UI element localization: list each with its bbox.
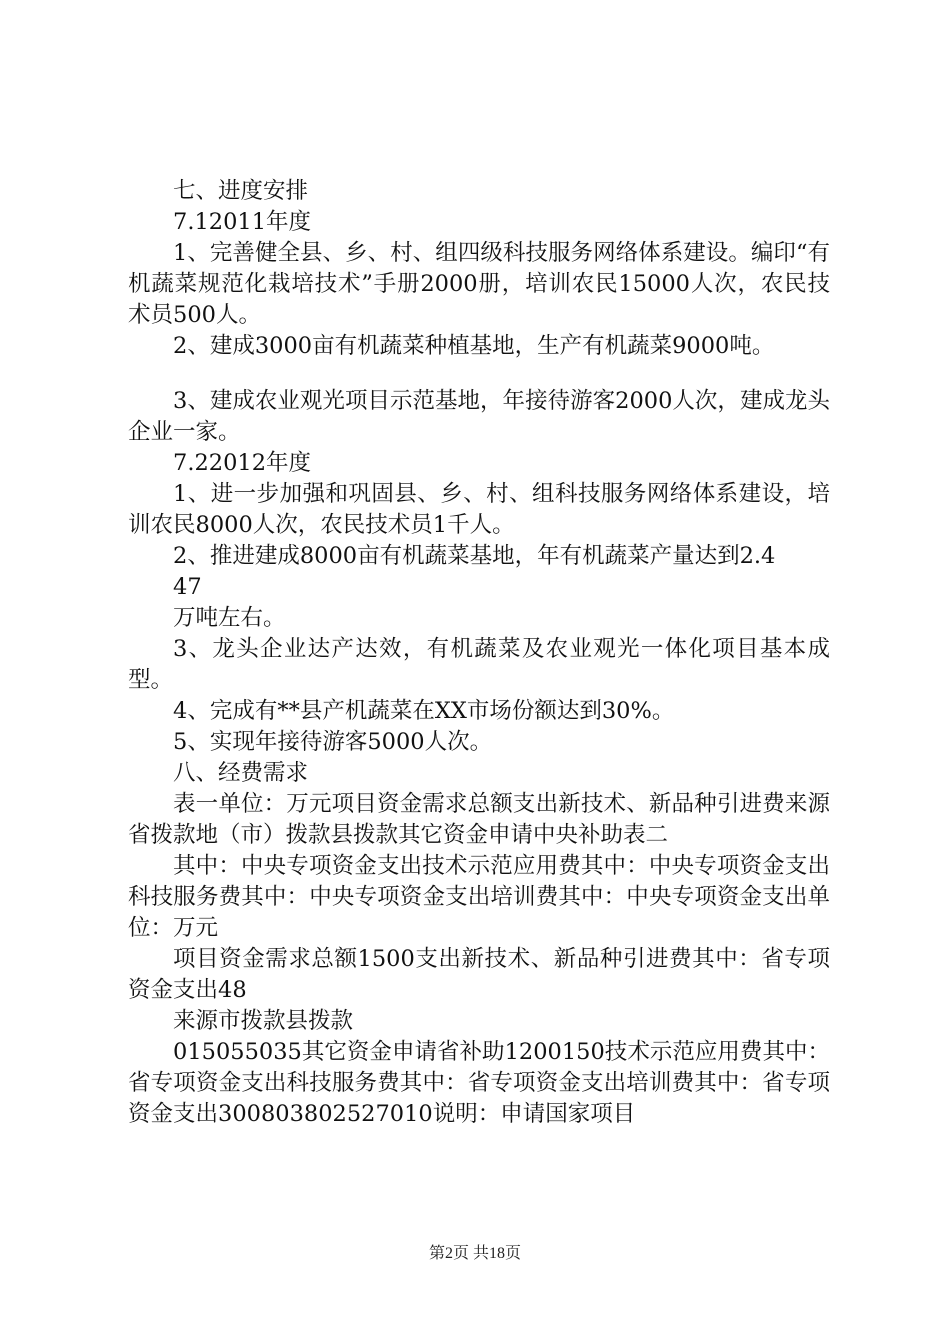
paragraph-funding-sources: 来源市拨款县拨款 [173,1008,354,1034]
paragraph-total-funding: 项目资金需求总额1500支出新技术、新品种引进费其中：省专项资金支出48 [128,946,830,1003]
paragraph-2012-item-4: 4、完成有**县产机蔬菜在XX市场份额达到30%。 [173,698,675,724]
paragraph-provincial-funds: 015055035其它资金申请省补助1200150技术示范应用费其中：省专项资金支出科技服务费其中：省专项资金支出培训费其中：省专项资金支出300803802527010说明：申请国家项目 [128,1039,830,1127]
page-number-footer: 第2页 共18页 [428,1245,521,1262]
paragraph-table-one: 表一单位：万元项目资金需求总额支出新技术、新品种引进费来源省拨款地（市）拨款县拨款其它资金申请中央补助表二 [128,791,830,848]
paragraph-2011-item-1: 1、完善健全县、乡、村、组四级科技服务网络体系建设。编印“有机蔬菜规范化栽培技术”手册2000册，培训农民15000人次，农民技术员500人。 [128,240,830,328]
section-heading-funding: 八、经费需求 [173,760,309,786]
paragraph-2011-item-3: 3、建成农业观光项目示范基地，年接待游客2000人次，建成龙头企业一家。 [128,388,830,445]
subheading-2011: 7.12011年度 [173,209,312,235]
document-body [128,176,830,1130]
paragraph-2012-item-3: 3、龙头企业达产达效，有机蔬菜及农业观光一体化项目基本成型。 [128,636,830,693]
paragraph-2012-item-2-continued: 万吨左右。 [173,605,286,631]
paragraph-2012-item-5: 5、实现年接待游客5000人次。 [173,729,493,755]
paragraph-2012-item-2: 2、推进建成8000亩有机蔬菜基地，年有机蔬菜产量达到2.4 [173,543,776,569]
stray-number: 47 [173,574,202,600]
section-heading-schedule: 七、进度安排 [173,178,309,204]
paragraph-central-funds: 其中：中央专项资金支出技术示范应用费其中：中央专项资金支出科技服务费其中：中央专项资金支出培训费其中：中央专项资金支出单位：万元 [128,853,830,941]
paragraph-2012-item-1: 1、进一步加强和巩固县、乡、村、组科技服务网络体系建设，培训农民8000人次，农民技术员1千人。 [128,481,830,538]
subheading-2012: 7.22012年度 [173,450,312,476]
paragraph-2011-item-2: 2、建成3000亩有机蔬菜种植基地，生产有机蔬菜9000吨。 [173,333,775,359]
